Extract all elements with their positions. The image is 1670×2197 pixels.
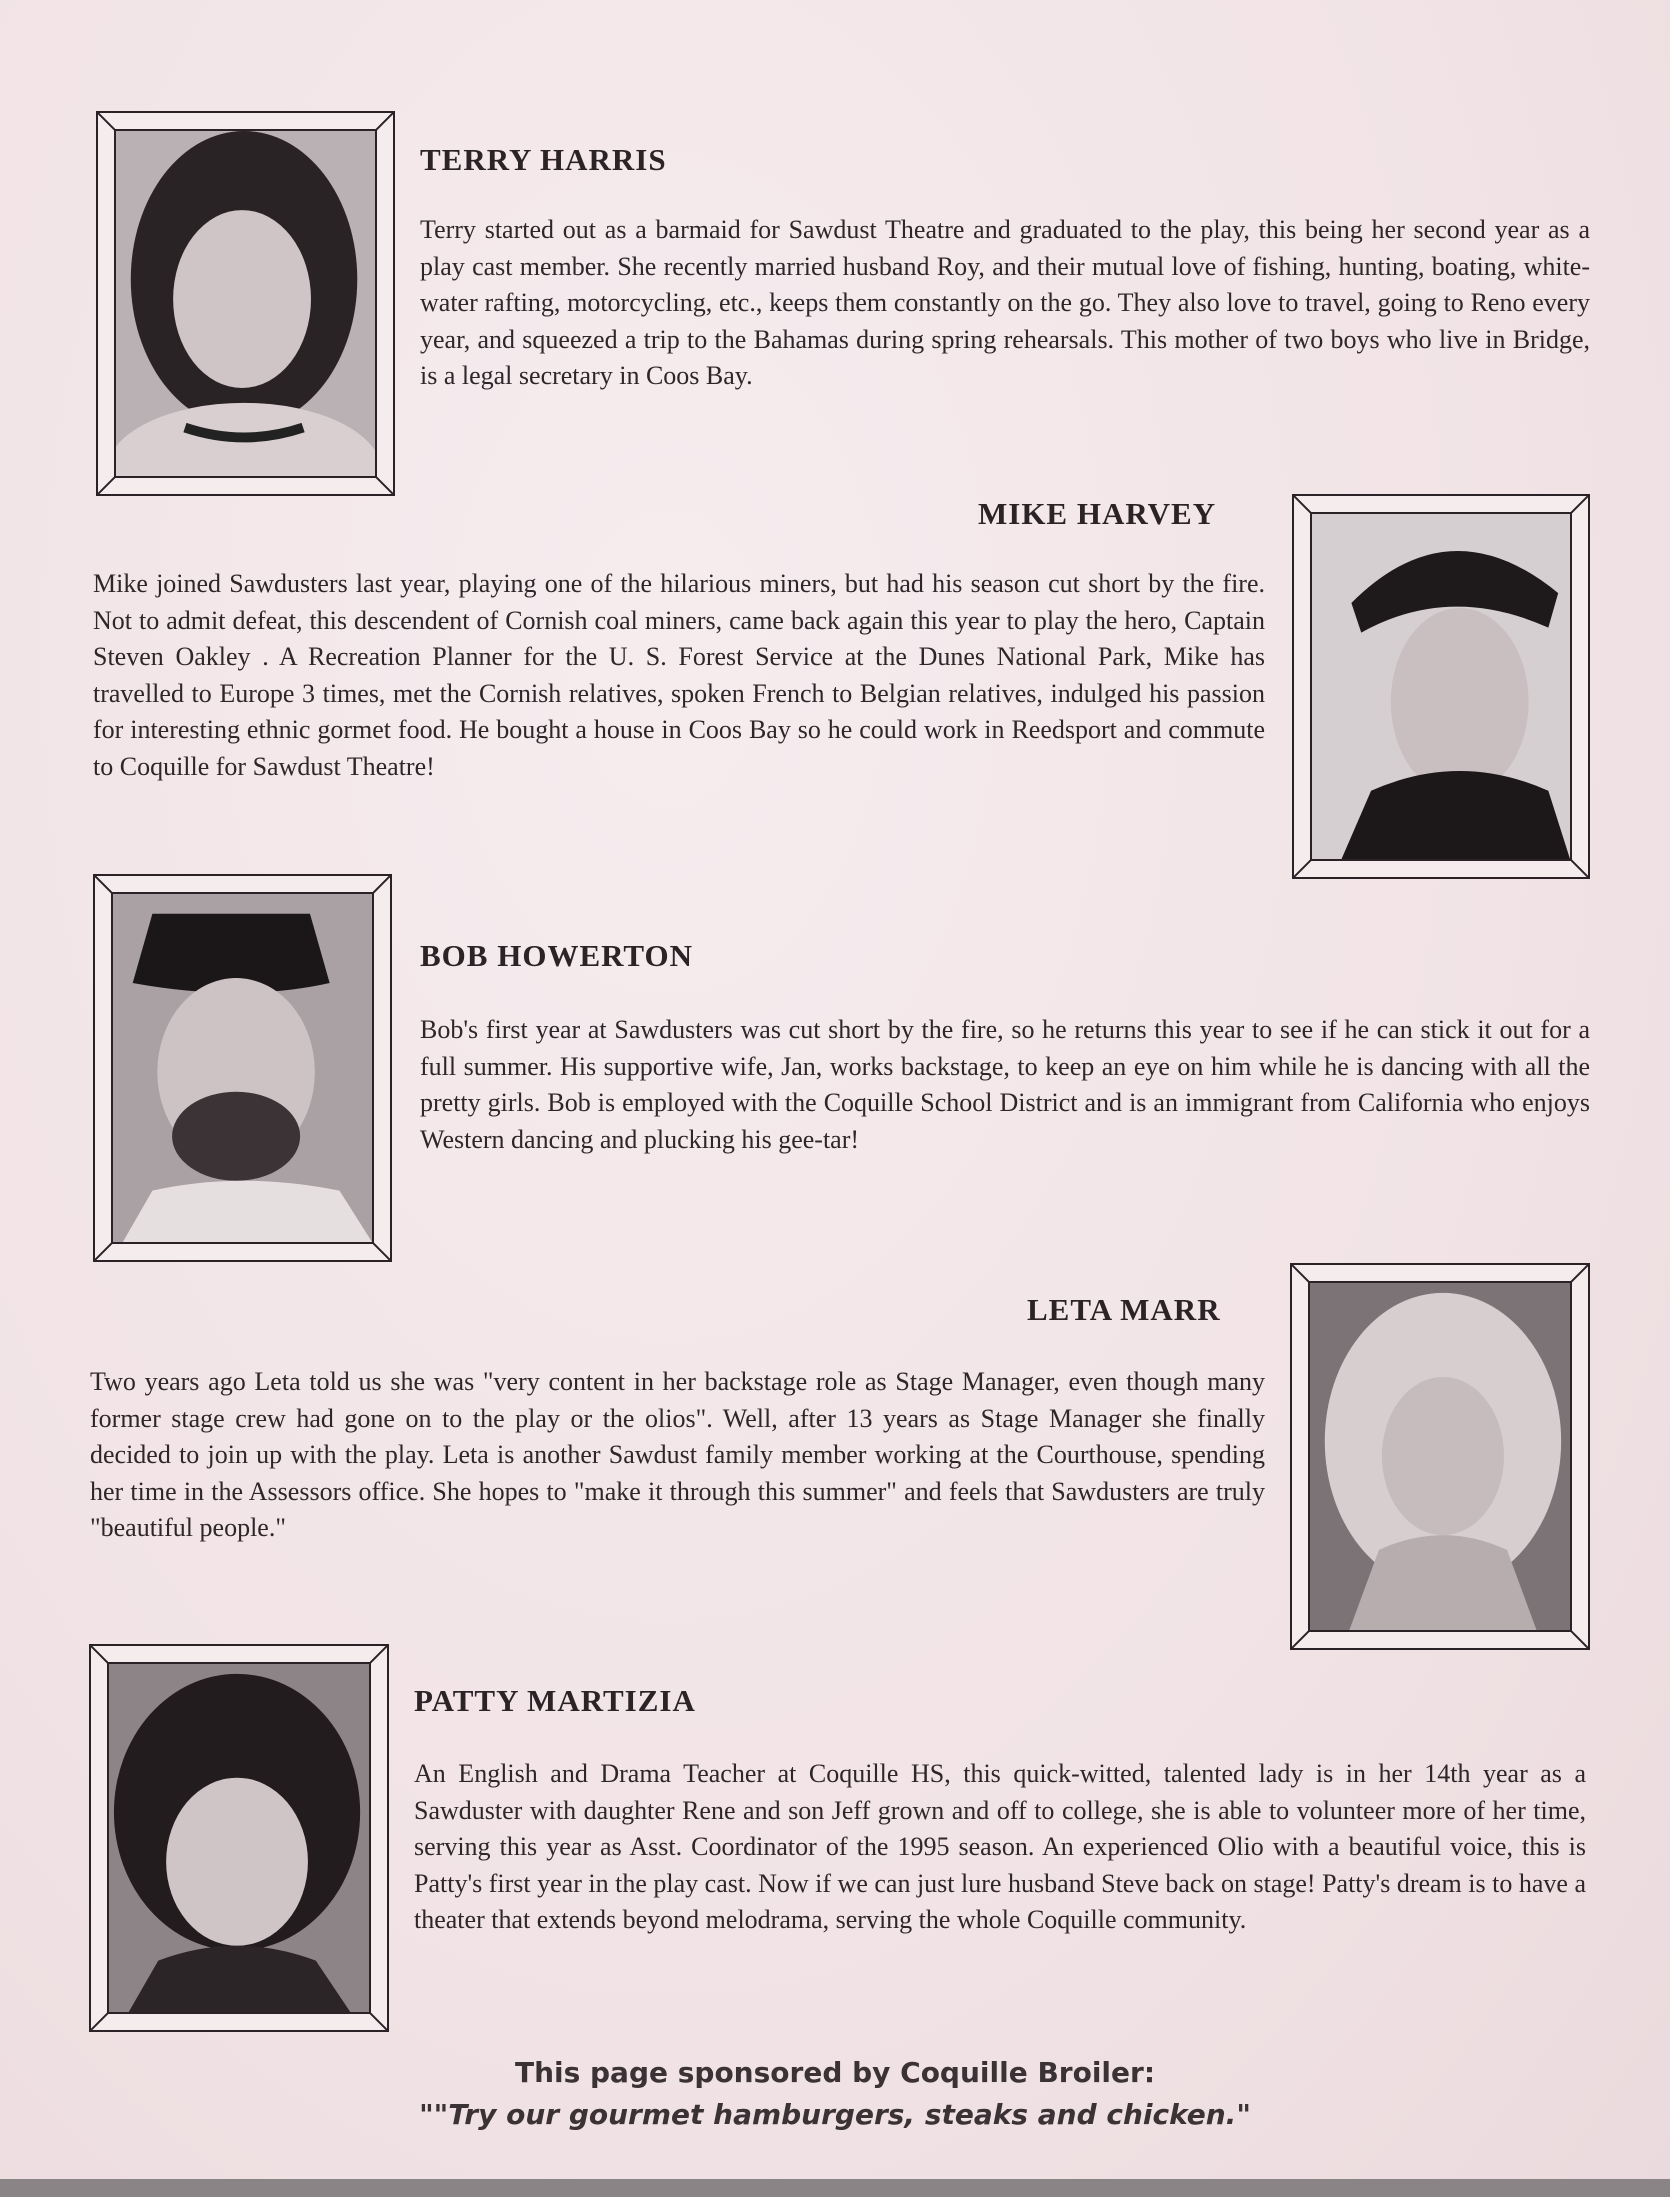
cast-bio: Terry started out as a barmaid for Sawdust Theatre and graduated to the play, this being her second year as a play cast member. She recently married husband Roy, and their mutual love of fishing, hunting, boating, white-water rafting, motorcycling, etc., keeps them constantly on the go. They also love to travel, going to Reno every year, and squeezed a trip to the Bahamas during spring rehearsals. This mother of two boys who live in Bridge, is a legal secretary in Coos Bay. [420,215,1590,390]
cast-name: MIKE HARVEY [978,496,1217,531]
cast-name: LETA MARR [1027,1292,1221,1327]
cast-bio: Mike joined Sawdusters last year, playing one of the hilarious miners, but had his season cut short by the fire. Not to admit defeat, this descendent of Cornish coal miners, came back again this year to play the hero, Captain Steven Oakley . A Recreation Planner for the U. S. Forest Service at the Dunes National Park, Mike has travelled to Europe 3 times, met the Cornish relatives, spoken French to Belgian relatives, indulged his passion for interesting ethnic gormet food. He bought a house in Coos Bay so he could work in Reedsport and commute to Coquille for Sawdust Theatre! [93,569,1265,781]
photo-leta-marr [1308,1281,1572,1632]
sponsor-line: This page sponsored by Coquille Broiler: [514,2056,1156,2089]
cast-bio: Two years ago Leta told us she was "very content in her backstage role as Stage Manager, even though many former stage crew had gone on to the play or the olios". Well, after 13 years as Stage Manager she finally decided to join up with the play. Leta is another Sawdust family member working at the Courthouse, spending her time in the Assessors office. She hopes to "make it through this summer" and feels that Sawdusters are truly "beautiful people." [90,1367,1265,1542]
cast-name: BOB HOWERTON [420,938,694,973]
cast-name: TERRY HARRIS [420,142,667,177]
headshot-patty-martizia [89,1644,389,2032]
headshot-mike-harvey [1292,494,1590,879]
cast-bio: An English and Drama Teacher at Coquille HS, this quick-witted, talented lady is in her 14th year as a Sawduster with daughter Rene and son Jeff grown and off to college, she is able to volunteer more of her time, serving this year as Asst. Coordinator of the 1995 season. An experienced Olio with a beautiful voice, this is Patty's first year in the play cast. Now if we can just lure husband Steve back on stage! Patty's dream is to have a theater that extends beyond melodrama, serving the whole Coquille community. [414,1759,1586,1934]
photo-bob-howerton [111,892,374,1244]
headshot-terry-harris [96,111,395,496]
scan-edge [0,2179,1670,2197]
cast-name: PATTY MARTIZIA [414,1683,696,1718]
photo-patty-martizia [107,1662,371,2014]
headshot-leta-marr [1290,1263,1590,1650]
photo-mike-harvey [1310,512,1572,861]
cast-bio: Bob's first year at Sawdusters was cut short by the fire, so he returns this year to see if he can stick it out for a full summer. His supportive wife, Jan, works backstage, to keep an eye on him while he is dancing with all the pretty girls. Bob is employed with the Coquille School District and is an immigrant from California who enjoys Western dancing and plucking his gee-tar! [420,1015,1590,1154]
sponsor-slogan: ""Try our gourmet hamburgers, steaks and chicken." [419,2098,1251,2131]
photo-terry-harris [114,129,377,478]
headshot-bob-howerton [93,874,392,1262]
